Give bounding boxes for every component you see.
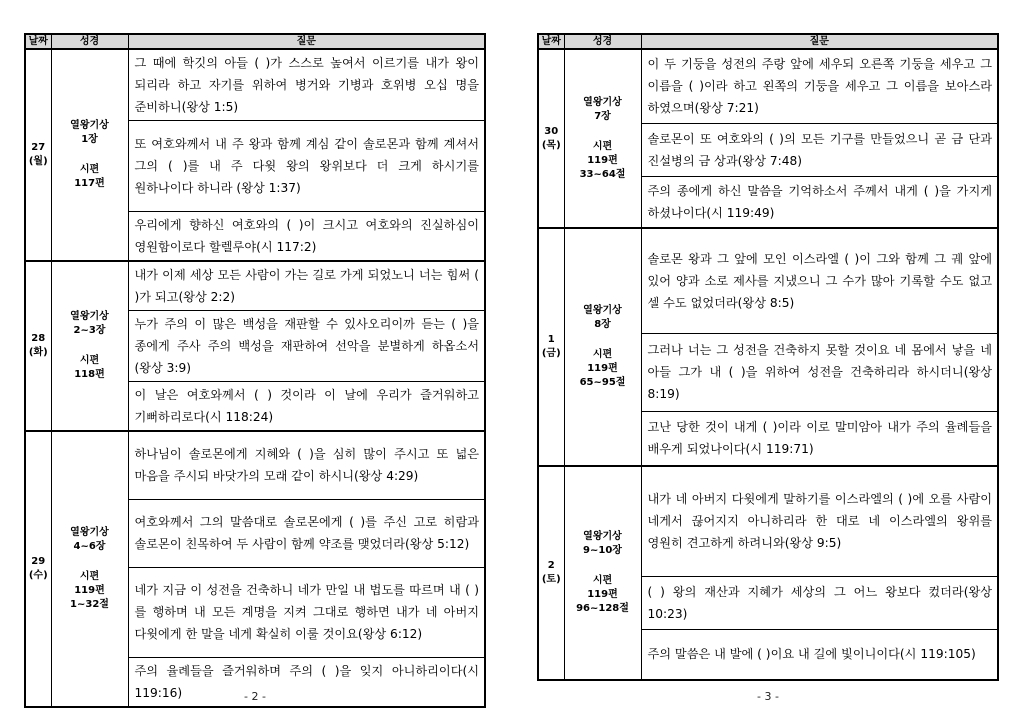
book-chapter: 7장	[594, 110, 611, 122]
weekday: (월)	[28, 156, 48, 167]
question-cell: 솔로몬 왕과 그 앞에 모인 이스라엘 ( )이 그와 함께 그 궤 앞에 있어 양과 소로 제사를 지냈으니 그 수가 많아 기록할 수도 없고 셀 수도 없었더라(왕상 8:5)	[641, 228, 998, 333]
date-cell	[25, 49, 51, 261]
question-cell: 주의 율례들을 즐거워하며 주의 ( )을 잊지 아니하리이다(시 119:16)	[128, 657, 485, 707]
book-name: 열왕기상	[583, 305, 622, 316]
psalm-chapter: 119편	[74, 584, 105, 596]
date-cell	[25, 431, 51, 707]
question-cell: 고난 당한 것이 내게 ( )이라 이로 말미암아 내가 주의 율례들을 배우게 되었나이다(시 119:71)	[641, 411, 998, 466]
header-date: 날짜	[25, 34, 51, 49]
date-number: 27	[31, 142, 46, 153]
question-cell: 내가 네 아버지 다윗에게 말하기를 이스라엘의 ( )에 오를 사람이 네게서 끊어지지 아니하리라 한 대로 네 이스라엘의 왕위를 영원히 견고하게 하려니와(왕상 9:5)	[641, 466, 998, 576]
question-cell: 이 두 기둥을 성전의 주랑 앞에 세우되 오른쪽 기둥을 세우고 그 이름을 ( )이라 하고 왼쪽의 기둥을 세우고 그 이름을 보아스라 하였으며(왕상 7:21)	[641, 49, 998, 123]
question-cell: 내가 이제 세상 모든 사람이 가는 길로 가게 되었노니 너는 힘써 ( )가 되고(왕상 2:2)	[128, 261, 485, 311]
page-right	[537, 33, 999, 681]
weekday: (목)	[541, 139, 561, 151]
question-cell: 이 날은 여호와께서 ( ) 것이라 이 날에 우리가 즐거워하고 기뻐하리로다(시 118:24)	[128, 382, 485, 432]
psalm-verses: 96~128절	[576, 603, 629, 614]
date-number: 30	[544, 125, 559, 137]
date-number: 29	[31, 555, 46, 567]
question-cell: 그 때에 학깃의 아들 ( )가 스스로 높여서 이르기를 내가 왕이 되리라 하고 자기를 위하여 병거와 기병과 호위병 오십 명을 준비하니(왕상 1:5)	[128, 49, 485, 121]
book-chapter: 2~3장	[73, 325, 106, 336]
date-number: 1	[547, 334, 555, 345]
question-cell: 누가 주의 이 많은 백성을 재판할 수 있사오리이까 듣는 ( )을 종에게 주사 주의 백성을 재판하여 선악을 분별하게 하옵소서(왕상 3:9)	[128, 311, 485, 382]
question-cell: 하나님이 솔로몬에게 지혜와 ( )을 심히 많이 주시고 또 넓은 마음을 주시되 바닷가의 모래 같이 하시니(왕상 4:29)	[128, 431, 485, 499]
table-row	[538, 228, 998, 333]
page-left	[24, 33, 486, 708]
book-chapter: 1장	[81, 134, 98, 145]
psalm-chapter: 118편	[74, 369, 105, 380]
question-cell: 주의 종에게 하신 말씀을 기억하소서 주께서 내게 ( )을 가지게 하셨나이다(시 119:49)	[641, 176, 998, 228]
psalm-name: 시편	[592, 349, 613, 360]
question-cell: ( ) 왕의 재산과 지혜가 세상의 그 어느 왕보다 컸더라(왕상 10:23)	[641, 576, 998, 629]
question-cell: 주의 말씀은 내 발에 ( )이요 내 길에 빛이니이다(시 119:105)	[641, 629, 998, 680]
book-cell	[564, 49, 641, 228]
psalm-name: 시편	[79, 570, 100, 582]
book-cell	[51, 49, 128, 261]
book-cell	[564, 228, 641, 466]
date-cell	[538, 466, 564, 680]
psalm-name: 시편	[592, 575, 613, 586]
book-cell	[51, 431, 128, 707]
book-chapter: 4~6장	[73, 540, 106, 552]
header-date: 날짜	[538, 34, 564, 49]
reading-table-right	[537, 33, 999, 681]
header-question: 질문	[641, 34, 998, 49]
reading-table-left	[24, 33, 486, 708]
page-number-right: - 3 -	[757, 690, 779, 703]
psalm-chapter: 119편	[587, 363, 618, 374]
question-cell: 네가 지금 이 성전을 건축하니 네가 만일 내 법도를 따르며 내 ( )를 행하며 내 모든 계명을 지켜 그대로 행하면 내가 네 아버지 다윗에게 한 말을 네게 확실히 이룰 것이요(왕상 6:12)	[128, 567, 485, 657]
header-book: 성경	[564, 34, 641, 49]
psalm-verses: 33~64절	[579, 168, 626, 180]
header-question: 질문	[128, 34, 485, 49]
question-cell: 여호와께서 그의 말씀대로 솔로몬에게 ( )를 주신 고로 히람과 솔로몬이 친목하여 두 사람이 함께 약조를 맺었더라(왕상 5:12)	[128, 499, 485, 567]
table-row	[25, 49, 485, 121]
date-cell	[538, 49, 564, 228]
weekday: (금)	[541, 348, 561, 359]
book-name: 열왕기상	[583, 96, 622, 108]
question-cell: 우리에게 향하신 여호와의 ( )이 크시고 여호와의 진실하심이 영원함이로다 할렐루야(시 117:2)	[128, 212, 485, 262]
date-number: 2	[547, 560, 555, 571]
book-cell	[564, 466, 641, 680]
book-chapter: 8장	[594, 319, 611, 330]
book-chapter: 9~10장	[583, 545, 622, 556]
weekday: (화)	[28, 347, 48, 358]
date-number: 28	[31, 333, 46, 344]
book-cell	[51, 261, 128, 431]
book-name: 열왕기상	[70, 311, 109, 322]
table-row	[25, 431, 485, 499]
table-header	[538, 34, 998, 49]
book-name: 열왕기상	[70, 526, 109, 538]
psalm-chapter: 119편	[587, 154, 618, 166]
psalm-chapter: 119편	[587, 589, 618, 600]
weekday: (토)	[541, 574, 561, 585]
psalm-chapter: 117편	[74, 178, 105, 189]
book-name: 열왕기상	[583, 531, 622, 542]
psalm-verses: 1~32절	[70, 598, 109, 610]
date-cell	[538, 228, 564, 466]
date-cell	[25, 261, 51, 431]
table-header	[25, 34, 485, 49]
psalm-name: 시편	[79, 164, 100, 175]
psalm-name: 시편	[79, 355, 100, 366]
header-book: 성경	[51, 34, 128, 49]
psalm-name: 시편	[592, 140, 613, 152]
psalm-verses: 65~95절	[579, 377, 626, 388]
table-row	[538, 466, 998, 576]
book-name: 열왕기상	[70, 120, 109, 131]
question-cell: 솔로몬이 또 여호와의 ( )의 모든 기구를 만들었으니 곧 금 단과 진설병의 금 상과(왕상 7:48)	[641, 123, 998, 176]
table-row	[538, 49, 998, 123]
question-cell: 그러나 너는 그 성전을 건축하지 못할 것이요 네 몸에서 낳을 네 아들 그가 내 ( )을 위하여 성전을 건축하리라 하시더니(왕상 8:19)	[641, 333, 998, 411]
weekday: (수)	[28, 569, 48, 581]
page-number-left: - 2 -	[244, 690, 266, 703]
question-cell: 또 여호와께서 내 주 왕과 함께 계심 같이 솔로몬과 함께 계셔서 그의 ( )를 내 주 다윗 왕의 왕위보다 더 크게 하시기를 원하나이다 하니라 (왕상 1:37)	[128, 121, 485, 212]
table-row	[25, 261, 485, 311]
